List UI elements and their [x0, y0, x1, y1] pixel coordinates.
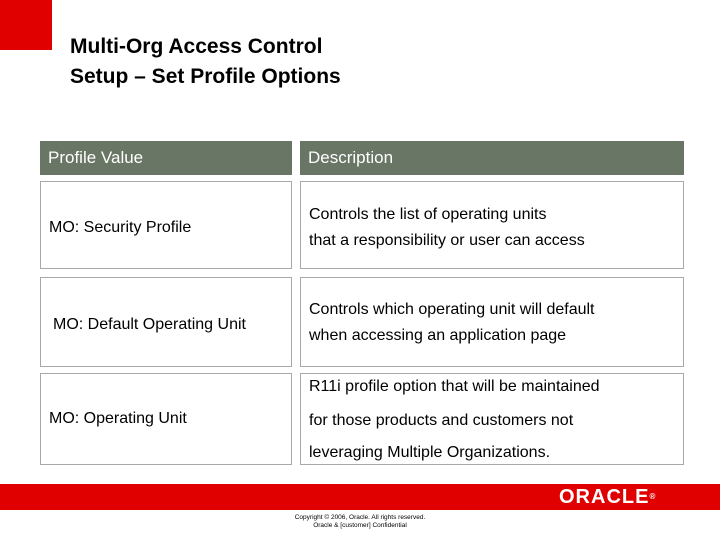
- title-line-1: Multi-Org Access Control: [70, 35, 323, 58]
- profile-value-text: MO: Operating Unit: [49, 410, 187, 427]
- oracle-logo-text: ORACLE: [559, 486, 650, 508]
- copyright-line-2: Oracle & [customer] Confidential: [313, 522, 407, 529]
- description-line: Controls the list of operating units: [309, 206, 547, 223]
- description-line: when accessing an application page: [309, 327, 567, 344]
- table-row-1-description-cell: [300, 181, 684, 269]
- table-row-2-description-cell: [300, 277, 684, 367]
- copyright-line-1: Copyright © 2006, Oracle. All rights reserved.: [294, 514, 426, 521]
- description-line: Controls which operating unit will default: [309, 301, 595, 318]
- header-description: Description: [300, 141, 684, 175]
- title-line-2: Setup – Set Profile Options: [70, 65, 341, 88]
- description-line: R11i profile option that will be maintained: [309, 378, 600, 395]
- table-row-1-profile-cell: [40, 181, 292, 269]
- copyright-notice: [0, 514, 720, 530]
- profile-value-text: MO: Security Profile: [49, 219, 192, 236]
- table-row-3-profile-cell: [40, 373, 292, 465]
- trademark-symbol: ®: [649, 492, 656, 501]
- brand-red-square: [0, 0, 52, 50]
- profile-value-text: MO: Default Operating Unit: [53, 316, 246, 333]
- table-row-2-profile-cell: [40, 277, 292, 367]
- oracle-logo: [559, 486, 655, 508]
- header-profile-value: Profile Value: [40, 141, 292, 175]
- description-line: for those products and customers not: [309, 412, 574, 429]
- description-line: that a responsibility or user can access: [309, 232, 585, 249]
- description-line: leveraging Multiple Organizations.: [309, 444, 551, 461]
- slide-title: [70, 32, 341, 92]
- table-row-3-description-cell: [300, 373, 684, 465]
